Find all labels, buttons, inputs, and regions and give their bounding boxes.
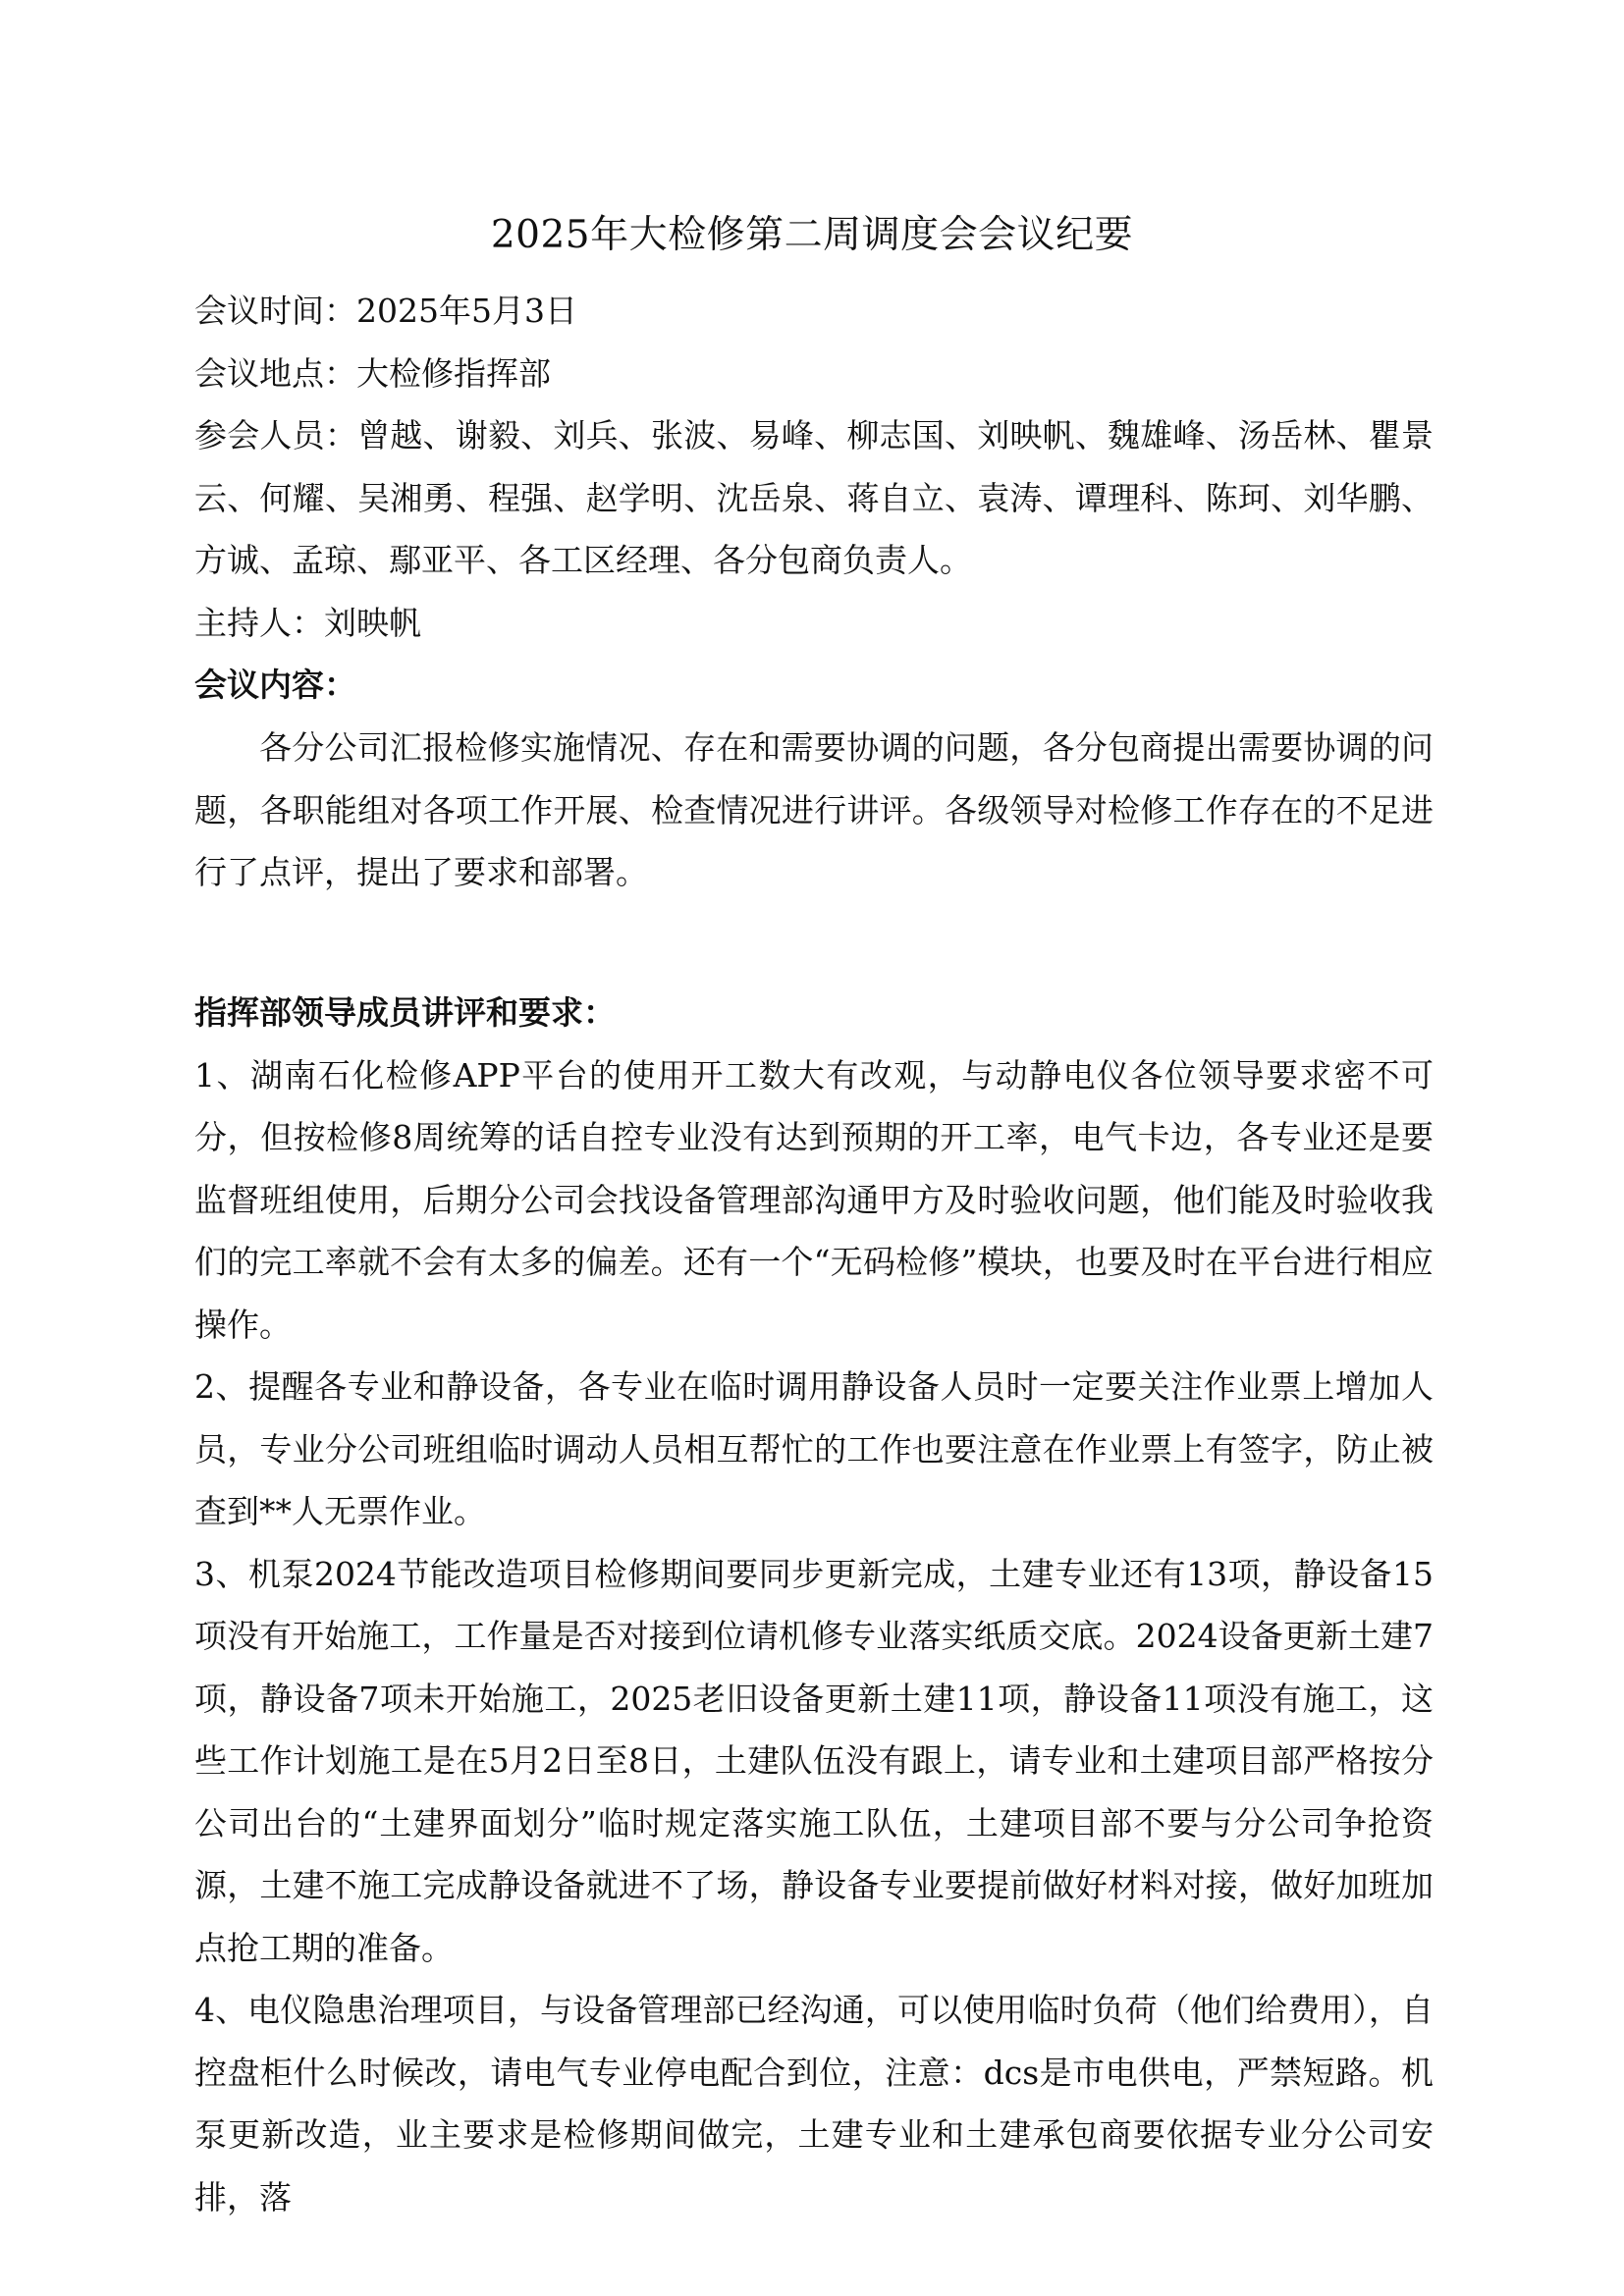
content-paragraph: 各分公司汇报检修实施情况、存在和需要协调的问题，各分包商提出需要协调的问题，各职能组对各项工作开展、检查情况进行讲评。各级领导对检修工作存在的不足进行了点评，提出了要求和部署。 [194,728,1434,891]
item-4: 4、电仪隐患治理项目，与设备管理部已经沟通，可以使用临时负荷（他们给费用），自控盘柜什么时候改，请电气专业停电配合到位，注意：dcs是市电供电，严禁短路。机泵更新改造，业主要求是检修期间做完，土建专业和土建承包商要依据专业分公司安排，落 [194,1991,1434,2216]
meeting-time: 会议时间：2025年5月3日 [194,292,577,330]
item-2: 2、提醒各专业和静设备，各专业在临时调用静设备人员时一定要关注作业票上增加人员，专业分公司班组临时调动人员相互帮忙的工作也要注意在作业票上有签字，防止被查到**人无票作业。 [194,1367,1434,1530]
item-3: 3、机泵2024节能改造项目检修期间要同步更新完成，土建专业还有13项，静设备15项没有开始施工，工作量是否对接到位请机修专业落实纸质交底。2024设备更新土建7项，静设备7项未开始施工，2025老旧设备更新土建11项，静设备11项没有施工，这些工作计划施工是在5月2日至8日，土建队伍没有跟上，请专业和土建项目部严格按分公司出台的“土建界面划分”临时规定落实施工队伍，土建项目部不要与分公司争抢资源，土建不施工完成静设备就进不了场，静设备专业要提前做好材料对接，做好加班加点抢工期的准备。 [194,1554,1434,1967]
host: 主持人：刘映帆 [194,603,421,642]
content-section [194,717,1434,904]
leader-heading: 指挥部领导成员讲评和要求： [194,993,616,1032]
item-1: 1、湖南石化检修APP平台的使用开工数大有改观，与动静电仪各位领导要求密不可分，但按检修8周统筹的话自控专业没有达到预期的开工率，电气卡边，各专业还是要监督班组使用，后期分公司会找设备管理部沟通甲方及时验收问题，他们能及时验收我们的完工率就不会有太多的偏差。还有一个“无码检修”模块，也要及时在平台进行相应操作。 [194,1055,1434,1344]
content-heading: 会议内容： [194,666,356,704]
meeting-info [194,280,1434,717]
leader-section [194,982,1434,2228]
meeting-place: 会议地点：大检修指挥部 [194,353,551,393]
attendees: 参会人员：曾越、谢毅、刘兵、张波、易峰、柳志国、刘映帆、魏雄峰、汤岳林、瞿景云、何耀、吴湘勇、程强、赵学明、沈岳泉、蒋自立、袁涛、谭理科、陈珂、刘华鹏、方诚、孟琼、鄢亚平、各工区经理、各分包商负责人。 [194,416,1434,579]
document-title: 2025年大检修第二周调度会会议纪要 [490,213,1134,257]
